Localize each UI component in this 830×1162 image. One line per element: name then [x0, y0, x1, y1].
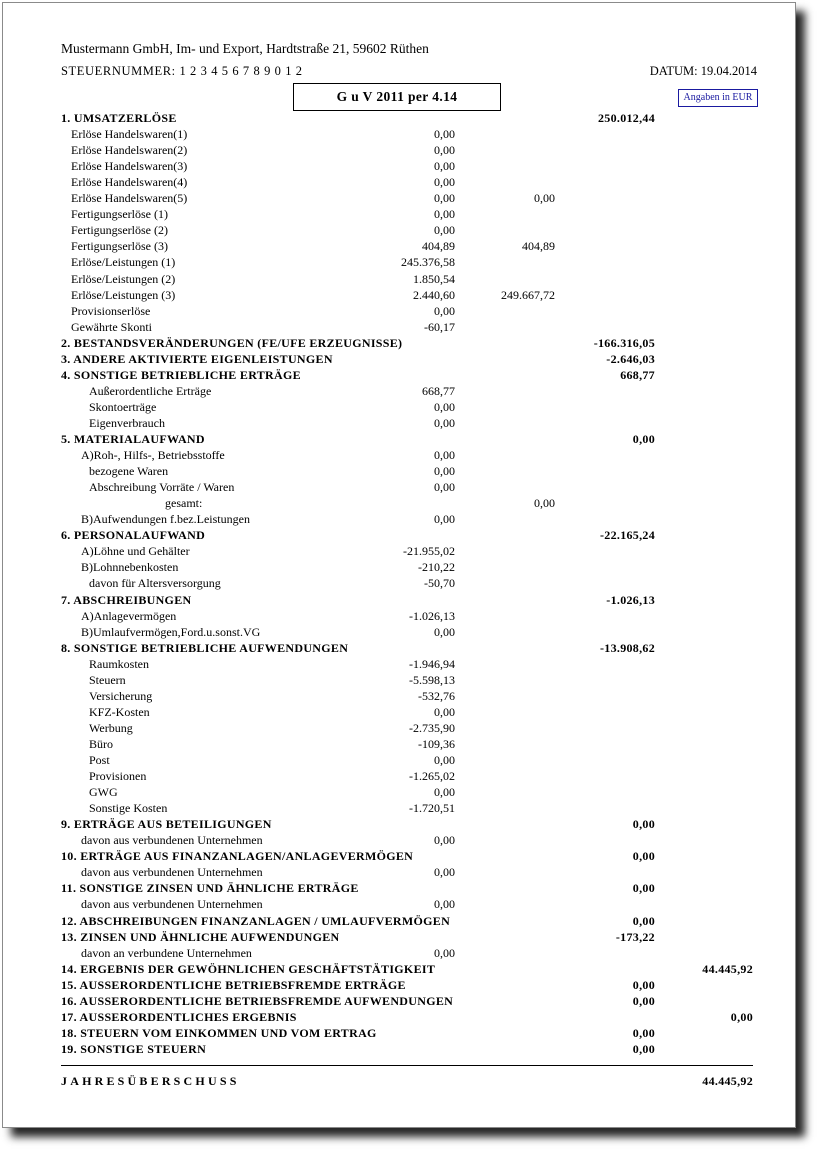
amount-c2: 404,89: [522, 239, 555, 254]
amount-c3: 0,00: [632, 1025, 655, 1040]
section-heading: 7. ABSCHREIBUNGEN: [61, 592, 192, 607]
amount-c1: 0,00: [434, 897, 455, 912]
section-heading: 17. AUSSERORDENTLICHES ERGEBNIS: [61, 1009, 297, 1024]
section-heading: 13. ZINSEN UND ÄHNLICHE AUFWENDUNGEN: [61, 929, 340, 944]
line-item-label: Werbung: [89, 720, 133, 735]
amount-c2: 0,00: [534, 496, 555, 511]
amount-c3: -13.908,62: [600, 640, 655, 655]
amount-c1: 2.440,60: [413, 287, 455, 302]
company-line: Mustermann GmbH, Im- und Export, Hardtstraße 21, 59602 Rüthen: [61, 41, 429, 56]
amount-c1: 0,00: [434, 303, 455, 318]
amount-c1: -1.265,02: [409, 769, 455, 784]
amount-c3: 0,00: [632, 817, 655, 832]
line-item-label: Erlöse Handelswaren(3): [71, 159, 188, 174]
amount-c1: -5.598,13: [409, 672, 455, 687]
report-title: G u V 2011 per 4.14: [293, 83, 501, 111]
amount-c1: -210,22: [418, 560, 455, 575]
line-item-label: Steuern: [89, 672, 126, 687]
line-item-label: Fertigungserlöse (2): [71, 223, 168, 238]
amount-c3: 0,00: [632, 432, 655, 446]
amount-c1: 0,00: [434, 191, 455, 206]
section-heading: 10. ERTRÄGE AUS FINANZANLAGEN/ANLAGEVERMÖGEN: [61, 849, 414, 864]
total-divider: [61, 1065, 753, 1066]
line-item-label: Raumkosten: [89, 656, 149, 671]
line-item-label: Sonstige Kosten: [89, 801, 168, 816]
line-item-label: B)Aufwendungen f.bez.Leistungen: [81, 512, 250, 527]
amount-c3: -22.165,24: [600, 528, 655, 543]
amount-c1: 245.376,58: [401, 255, 455, 270]
line-item-label: A)Anlagevermögen: [81, 608, 177, 623]
line-item-label: davon für Altersversorgung: [89, 576, 221, 591]
amount-c1: 404,89: [422, 239, 455, 254]
amount-c1: 668,77: [422, 383, 455, 398]
line-item-label: Erlöse Handelswaren(2): [71, 143, 188, 158]
section-heading: 1. UMSATZERLÖSE: [61, 111, 177, 125]
line-item-label: Post: [89, 753, 110, 767]
amount-c1: 0,00: [434, 753, 455, 767]
line-item-label: Skontoerträge: [89, 399, 157, 414]
amount-c1: 0,00: [434, 159, 455, 174]
report-date: DATUM: 19.04.2014: [649, 64, 757, 78]
amount-c1: 0,00: [434, 223, 455, 238]
amount-c1: 0,00: [434, 175, 455, 190]
amount-c3: -173,22: [615, 929, 655, 944]
line-item-label: Erlöse/Leistungen (2): [71, 271, 176, 286]
line-item-label: davon aus verbundenen Unternehmen: [81, 865, 263, 880]
line-item-label: bezogene Waren: [89, 464, 169, 479]
line-item-label: B)Lohnnebenkosten: [81, 560, 179, 575]
section-heading: 4. SONSTIGE BETRIEBLICHE ERTRÄGE: [61, 367, 301, 382]
amount-c1: -1.026,13: [409, 608, 455, 623]
amount-c1: -532,76: [418, 688, 455, 703]
amount-c1: 0,00: [434, 127, 455, 142]
amount-c1: 0,00: [434, 399, 455, 414]
amount-c3: -2.646,03: [606, 351, 655, 366]
amount-c1: 0,00: [434, 464, 455, 479]
line-item-label: Erlöse/Leistungen (1): [71, 255, 176, 270]
amount-c3: -1.026,13: [606, 592, 655, 607]
line-item-label: B)Umlaufvermögen,Ford.u.sonst.VG: [81, 624, 261, 639]
amount-c3: 0,00: [632, 913, 655, 928]
line-item-label: Erlöse Handelswaren(1): [71, 127, 188, 142]
amount-c1: 0,00: [434, 143, 455, 158]
amount-c1: -60,17: [424, 319, 455, 334]
section-heading: 12. ABSCHREIBUNGEN FINANZANLAGEN / UMLAUFVERMÖGEN: [61, 913, 451, 928]
section-heading: 15. AUSSERORDENTLICHE BETRIEBSFREMDE ERTRÄGE: [61, 977, 406, 992]
amount-c1: 0,00: [434, 207, 455, 222]
line-item-label: Provisionen: [89, 769, 147, 784]
amount-c2: 249.667,72: [501, 287, 555, 302]
section-heading: 6. PERSONALAUFWAND: [61, 528, 206, 543]
net-income-value: 44.445,92: [702, 1074, 753, 1088]
line-item-label: Erlöse/Leistungen (3): [71, 287, 176, 302]
line-item-label: Außerordentliche Erträge: [89, 383, 212, 398]
line-item-label: GWG: [89, 785, 118, 800]
amount-c3: 0,00: [632, 993, 655, 1008]
line-item-label: A)Roh-, Hilfs-, Betriebsstoffe: [81, 448, 225, 463]
line-item-label: Erlöse Handelswaren(5): [71, 191, 188, 206]
section-heading: 14. ERGEBNIS DER GEWÖHNLICHEN GESCHÄFTSTÄTIGKEIT: [61, 961, 436, 976]
line-item-label: Eigenverbrauch: [89, 415, 165, 430]
amount-c1: -50,70: [424, 576, 455, 591]
amount-c3: -166.316,05: [593, 335, 655, 350]
amount-c1: -1.946,94: [409, 656, 455, 671]
section-heading: 2. BESTANDSVERÄNDERUNGEN (FE/UFE ERZEUGNISSE): [61, 335, 403, 350]
amount-c3: 0,00: [632, 849, 655, 864]
amount-c1: 0,00: [434, 624, 455, 639]
amount-c1: -109,36: [418, 736, 455, 751]
amount-c3: 0,00: [632, 977, 655, 992]
amount-c1: 1.850,54: [413, 271, 455, 286]
net-income-label: JAHRESÜBERSCHUSS: [61, 1074, 240, 1088]
section-heading: 3. ANDERE AKTIVIERTE EIGENLEISTUNGEN: [61, 351, 333, 366]
currency-note: Angaben in EUR: [678, 89, 758, 107]
line-item-label: Abschreibung Vorräte / Waren: [89, 480, 235, 495]
section-heading: 19. SONSTIGE STEUERN: [61, 1041, 207, 1056]
amount-c1: 0,00: [434, 415, 455, 430]
line-item-label: davon aus verbundenen Unternehmen: [81, 897, 263, 912]
amount-c1: -1.720,51: [409, 801, 455, 816]
line-item-label: davon an verbundene Unternehmen: [81, 945, 252, 960]
amount-c1: 0,00: [434, 945, 455, 960]
amount-c1: -2.735,90: [409, 720, 455, 735]
amount-c1: 0,00: [434, 865, 455, 880]
amount-c4: 0,00: [730, 1009, 753, 1024]
section-heading: 9. ERTRÄGE AUS BETEILIGUNGEN: [61, 817, 272, 832]
section-heading: 5. MATERIALAUFWAND: [61, 432, 205, 446]
section-heading: 16. AUSSERORDENTLICHE BETRIEBSFREMDE AUFWENDUNGEN: [61, 993, 454, 1008]
amount-c1: -21.955,02: [403, 544, 455, 559]
amount-c2: 0,00: [534, 191, 555, 206]
line-item-label: Fertigungserlöse (3): [71, 239, 168, 254]
amount-c3: 668,77: [620, 367, 655, 382]
amount-c1: 0,00: [434, 785, 455, 800]
report-page: [2, 2, 796, 1128]
amount-c1: 0,00: [434, 480, 455, 495]
section-heading: 11. SONSTIGE ZINSEN UND ÄHNLICHE ERTRÄGE: [61, 881, 359, 896]
amount-c1: 0,00: [434, 704, 455, 719]
line-item-label: davon aus verbundenen Unternehmen: [81, 833, 263, 848]
amount-c1: 0,00: [434, 833, 455, 848]
line-item-label: KFZ-Kosten: [89, 704, 150, 719]
line-item-label: Fertigungserlöse (1): [71, 207, 168, 222]
amount-c3: 0,00: [632, 1041, 655, 1056]
line-item-label: A)Löhne und Gehälter: [81, 544, 190, 559]
amount-c3: 250.012,44: [598, 111, 655, 125]
line-item-label: Versicherung: [89, 688, 153, 703]
amount-c1: 0,00: [434, 448, 455, 463]
line-item-label: Erlöse Handelswaren(4): [71, 175, 188, 190]
amount-c3: 0,00: [632, 881, 655, 896]
tax-number: STEUERNUMMER: 1 2 3 4 5 6 7 8 9 0 1 2: [61, 64, 303, 78]
line-item-label: gesamt:: [165, 496, 203, 511]
section-heading: 8. SONSTIGE BETRIEBLICHE AUFWENDUNGEN: [61, 640, 349, 655]
line-item-label: Gewährte Skonti: [71, 319, 152, 334]
amount-c4: 44.445,92: [702, 961, 753, 976]
amount-c1: 0,00: [434, 512, 455, 527]
section-heading: 18. STEUERN VOM EINKOMMEN UND VOM ERTRAG: [61, 1025, 377, 1040]
line-item-label: Provisionserlöse: [71, 303, 151, 318]
line-item-label: Büro: [89, 736, 113, 751]
